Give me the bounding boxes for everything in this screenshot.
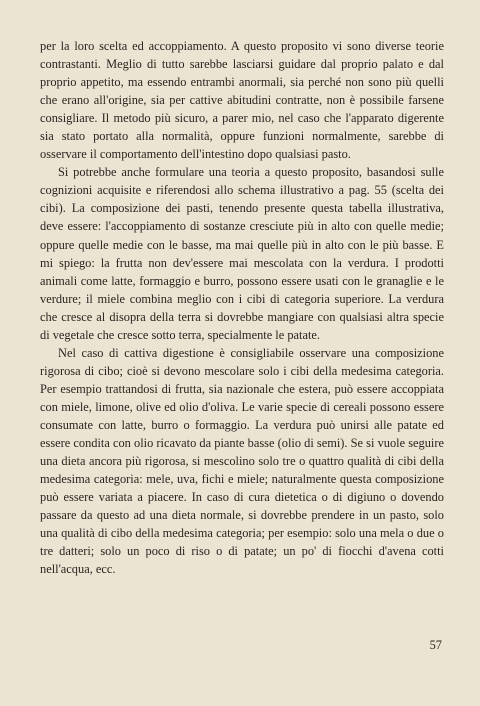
paragraph-1: per la loro scelta ed accoppiamento. A questo proposito vi sono diverse teorie contrastanti. Meglio di tutto sarebbe lasciarsi guidare dal proprio palato e dal proprio appetito, ma essendo entrambi anormali, sia perché non sono più quelli che erano all'origine, sia per cattive abitudini contratte, non è possibile farsene consigliare. Il metodo più sicuro, a parer mio, nel caso che l'apparato digerente sia stato portato alla normalità, oppure funzioni normalmente, sarebbe di osservare il comportamento dell'intestino dopo qualsiasi pasto. <box>40 39 444 162</box>
paragraph-2: Si potrebbe anche formulare una teoria a questo proposito, basandosi sulle cognizioni acquisite e riferendosi allo schema illustrativo a pag. 55 (scelta dei cibi). La composizione dei pasti, tenendo presente questa tabella illustrativa, deve essere: l'accoppiamento di sostanze cresciute più in alto con quelle medie; oppure quelle medie con le basse, ma mai quelle più in alto con le più basse. E mi spiego: la frutta non dev'essere mai mescolata con la verdura. I prodotti animali come latte, formaggio e burro, possono essere usati con le granaglie e le verdure; il miele combina meglio con i cibi di categoria superiore. La verdura che cresce al disopra della terra si dovrebbe mangiare con qualsiasi altra specie di vegetale che cresce sotto terra, specialmente le patate. <box>40 165 444 342</box>
body-text <box>40 37 444 578</box>
page-number: 57 <box>429 638 442 652</box>
paragraph-3: Nel caso di cattiva digestione è consigliabile osservare una composizione rigorosa di cibo; cioè si devono mescolare solo i cibi della medesima categoria. Per esempio trattandosi di frutta, sia nazionale che estera, può essere accoppiata con miele, limone, olive ed olio d'oliva. Le varie specie di cereali possono essere consumate con latte, burro o formaggio. La verdura può unirsi alle patate ed essere condita con olio ricavato da piante basse (olio di semi). Se si vuole seguire una dieta ancora più rigorosa, si mescolino solo tre o quattro qualità di cibi della medesima categoria: mele, uva, fichi e miele; naturalmente questa composizione può essere variata a piacere. In caso di cura dietetica o di digiuno o dovendo passare da questo ad una dieta normale, si dovrebbe prendere in un pasto, solo una qualità di cibo della medesima categoria; per esempio: solo una mela o due o tre datteri; solo un poco di riso o di patate; un po' di fiocchi d'avena cotti nell'acqua, ecc. <box>40 345 444 577</box>
